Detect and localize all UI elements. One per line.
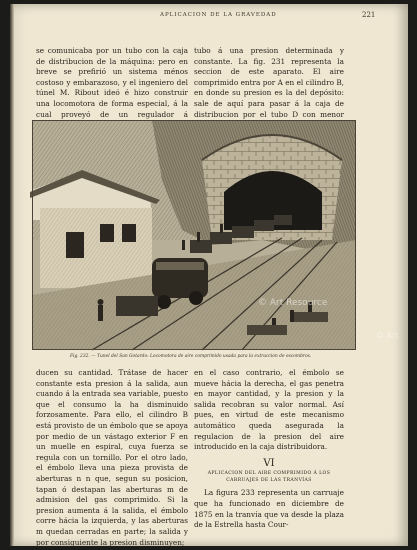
paragraph: se comunicaba por un tubo con la caja de distribucion de la máquina: pero en breve se prefirió un sistema ménos costoso y embarazoso, y el ingeniero del túnel M. Ribout ideó é hizo construir una locomotora de forma especial, á la cual proveyó de un regulador á bbox=[36, 46, 188, 119]
book-page bbox=[10, 4, 408, 546]
page-spine-shadow bbox=[10, 4, 14, 546]
engraving-figure bbox=[32, 120, 356, 350]
page-number: 221 bbox=[362, 11, 376, 19]
running-head-title: APLICACION DE LA GRAVEDAD bbox=[160, 12, 277, 18]
text-column-top-left bbox=[36, 46, 188, 119]
paragraph: en el caso contrario, el émbolo se mueve hácia la derecha, el gas penetra en mayor cantidad, y la presion y la salida recobran su valor normal. Así pues, en virtud de este mecanismo automático queda asegurada la regulacion de la presion del aire introducido en la caja distribuidora. bbox=[194, 368, 344, 452]
text-column-top-right bbox=[194, 46, 344, 119]
paragraph: La figura 233 representa un carruaje que ha funcionado en diciembre de 1875 en la tranvía que va desde la plaza de la Estrella hasta Cour- bbox=[194, 488, 344, 530]
watermark: © Art Resource bbox=[258, 298, 328, 308]
tunnel-engraving-illustration bbox=[32, 120, 356, 350]
text-column-bottom-right bbox=[194, 368, 344, 540]
figure-caption: Fig. 232. — Tunel del San Gotardo: Locomotora de aire comprimido usada para la extraccion de escombros. bbox=[70, 354, 312, 359]
text-column-bottom-left bbox=[36, 368, 188, 547]
watermark-edge: © Art bbox=[376, 331, 399, 340]
section-title: APLICACION DEL AIRE COMPRIMIDO Á LOS CARRUAJES DE LAS TRANVÍAS bbox=[207, 471, 331, 483]
paragraph: ducen su cantidad. Trátase de hacer constante esta presion á la salida, aun cuando á la entrada sea variable, puesto que el consumo la ha disminuido forzosamente. Para ello, el cilindro B está provisto de un émbolo que se apoya por medio de un vástago exterior F en un muelle en espiral, cuya fuerza se regula con un tornillo. Por el otro lado, el émbolo lleva una pieza provista de aberturas n n que, segun su posicion, tapan ó destapan las aberturas m de admision del gas comprimido. Si la presion aumenta á la salida, el émbolo corre hácia la izquierda, y las aberturas m quedan cerradas en parte; la salida y por consiguiente la presion disminuyen; bbox=[36, 368, 188, 547]
paragraph: tubo á una presion determinada y constante. La fig. 231 representa la seccion de este aparato. El aire comprimido entra por A en el cilindro B, en donde su presion es la del depósito: sale de aquí para pasar á la caja de distribucion por el tubo D con menor bbox=[194, 46, 344, 119]
section-number: VI bbox=[263, 457, 275, 469]
running-head bbox=[10, 10, 408, 20]
